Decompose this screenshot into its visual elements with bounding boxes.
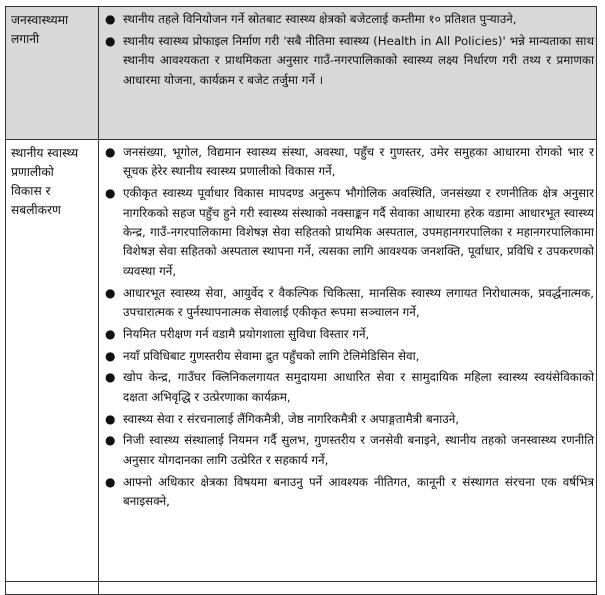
- points-cell: [99, 7, 597, 140]
- list-item: [99, 32, 594, 90]
- table-row: [6, 582, 597, 595]
- point-text: स्थानीय तहले विनियोजन गर्ने स्रोतबाट स्वास्थ्य क्षेत्रको बजेटलाई कम्तीमा १० प्रतिशत पुऱ्याउने,: [123, 12, 517, 26]
- bullet-icon: ●: [105, 433, 116, 448]
- points-list: [99, 140, 596, 511]
- bullet-icon: ●: [105, 186, 116, 201]
- point-text: नयाँ प्रविधिबाट गुणस्तरीय सेवामा द्रुत पहुँचको लागि टेलिमेडिसिन सेवा,: [123, 348, 420, 363]
- point-text: जनसंख्या, भूगोल, विद्यमान स्वास्थ्य संस्था, अवस्था, पहुँच र गुणस्तर, उमेर समुहका आधारमा रोगको भार र सूचक हेरेर स्थानीय स्वास्थ्य प्रणालीको विकास गर्ने,: [123, 145, 594, 179]
- bullet-icon: ●: [105, 411, 116, 426]
- point-text: आफ्नो अधिकार क्षेत्रका विषयमा बनाउनु पर्ने आवश्यक नीतिगत, कानूनी र संस्थागत संरचना एक वर्षभित्र बनाइसक्ने,: [123, 474, 594, 509]
- bullet-icon: ●: [105, 348, 116, 363]
- point-text: खोप केन्द्र, गाउँघर क्लिनिकलगायत समुदायमा आधारित सेवा र सामुदायिक महिला स्वास्थ्य स्वयंसेविकाको दक्षता अभिवृद्धि र उत्प्रेरणाका कार्यक्रम,: [123, 370, 594, 404]
- points-list: [99, 7, 596, 90]
- list-item: [99, 431, 594, 470]
- bullet-icon: ●: [105, 474, 116, 489]
- area-label: जनस्वास्थ्यमा लगानी: [11, 13, 69, 46]
- point-text: स्थानीय स्वास्थ्य प्रोफाइल निर्माण गरी 'सबै नीतिमा स्वास्थ्य (Health in All Policies)' भन्ने मान्यताका साथ स्थानीय आवश्यकता र प्राथमिकता अनुसार गाउँ-नगरपालिकाको स्वास्थ्य लक्ष्य निर्धारण गरी तथ्य र प्रमाणका आधारमा योजना, कार्यक्रम र बजेट तर्जुमा गर्ने ।: [123, 33, 594, 87]
- list-item: [99, 347, 594, 366]
- bullet-icon: ●: [105, 12, 116, 26]
- area-cell: [6, 140, 99, 582]
- point-text: आधारभूत स्वास्थ्य सेवा, आयुर्वेद र वैकल्पिक चिकित्सा, मानसिक स्वास्थ्य लगायत निरोधात्मक, प्रवर्द्धनात्मक, उपचारात्मक र पुर्नस्थापनात्मक सेवालाई एकीकृत रूपमा सञ्चालन गर्ने,: [123, 285, 594, 320]
- list-item: [99, 284, 594, 323]
- points-cell: [99, 140, 597, 582]
- area-cell: [6, 582, 99, 595]
- point-text: निजी स्वास्थ्य संस्थालाई नियमन गर्दै सुलभ, गुणस्तरीय र जनसेवी बनाइने, स्थानीय तहको जनस्वास्थ्य रणनीति अनुसार योगदानका लागि उत्प्रेरित र सहकार्य गर्ने,: [123, 433, 594, 467]
- area-cell: [6, 7, 99, 140]
- bullet-icon: ●: [105, 285, 116, 300]
- policy-table: [5, 6, 597, 595]
- points-cell: [99, 582, 597, 595]
- point-text: नियमित परीक्षण गर्न वडामै प्रयोगशाला सुविधा विस्तार गर्ने,: [123, 326, 370, 341]
- list-item: [99, 184, 594, 281]
- area-label: स्थानीय स्वास्थ्य प्रणालीको विकास र सबलीकरण: [11, 146, 79, 217]
- point-text: स्वास्थ्य सेवा र संरचनालाई लैंगिकमैत्री, जेष्ठ नागरिकमैत्री र अपाङ्गतामैत्री बनाउने,: [123, 411, 460, 426]
- bullet-icon: ●: [105, 145, 116, 159]
- bullet-icon: ●: [105, 326, 116, 341]
- list-item: [99, 143, 594, 182]
- bullet-icon: ●: [105, 33, 116, 48]
- list-item: [99, 325, 594, 344]
- bullet-icon: ●: [105, 370, 116, 385]
- list-item: [99, 410, 594, 429]
- list-item: [99, 368, 594, 407]
- point-text: एकीकृत स्वास्थ्य पूर्वाधार विकास मापदण्ड अनुरूप भौगोलिक अवस्थिति, जनसंख्या र रणनीतिक क्षेत्र अनुसार नागरिकको सहज पहुँच हुने गरी स्वास्थ्य संस्थाको नक्साङ्कन गर्दै सेवाका आधारमा हरेक वडामा आधारभूत स्वास्थ्य केन्द्र, गाउँ-नगरपालिकामा विशेषज्ञ सेवा सहितको प्राथमिक अस्पताल, उपमहानगरपालिका र महानगरपालिकामा विशेषज्ञ सेवा सहितको अस्पताल स्थापना गर्ने, त्यसका लागि आवश्यक जनशक्ति, पूर्वाधार, प्रविधि र उपकरणको व्यवस्था गर्ने,: [123, 186, 594, 278]
- table-row: [6, 7, 597, 140]
- table-row: [6, 140, 597, 582]
- list-item: [99, 473, 594, 512]
- list-item: [99, 10, 594, 29]
